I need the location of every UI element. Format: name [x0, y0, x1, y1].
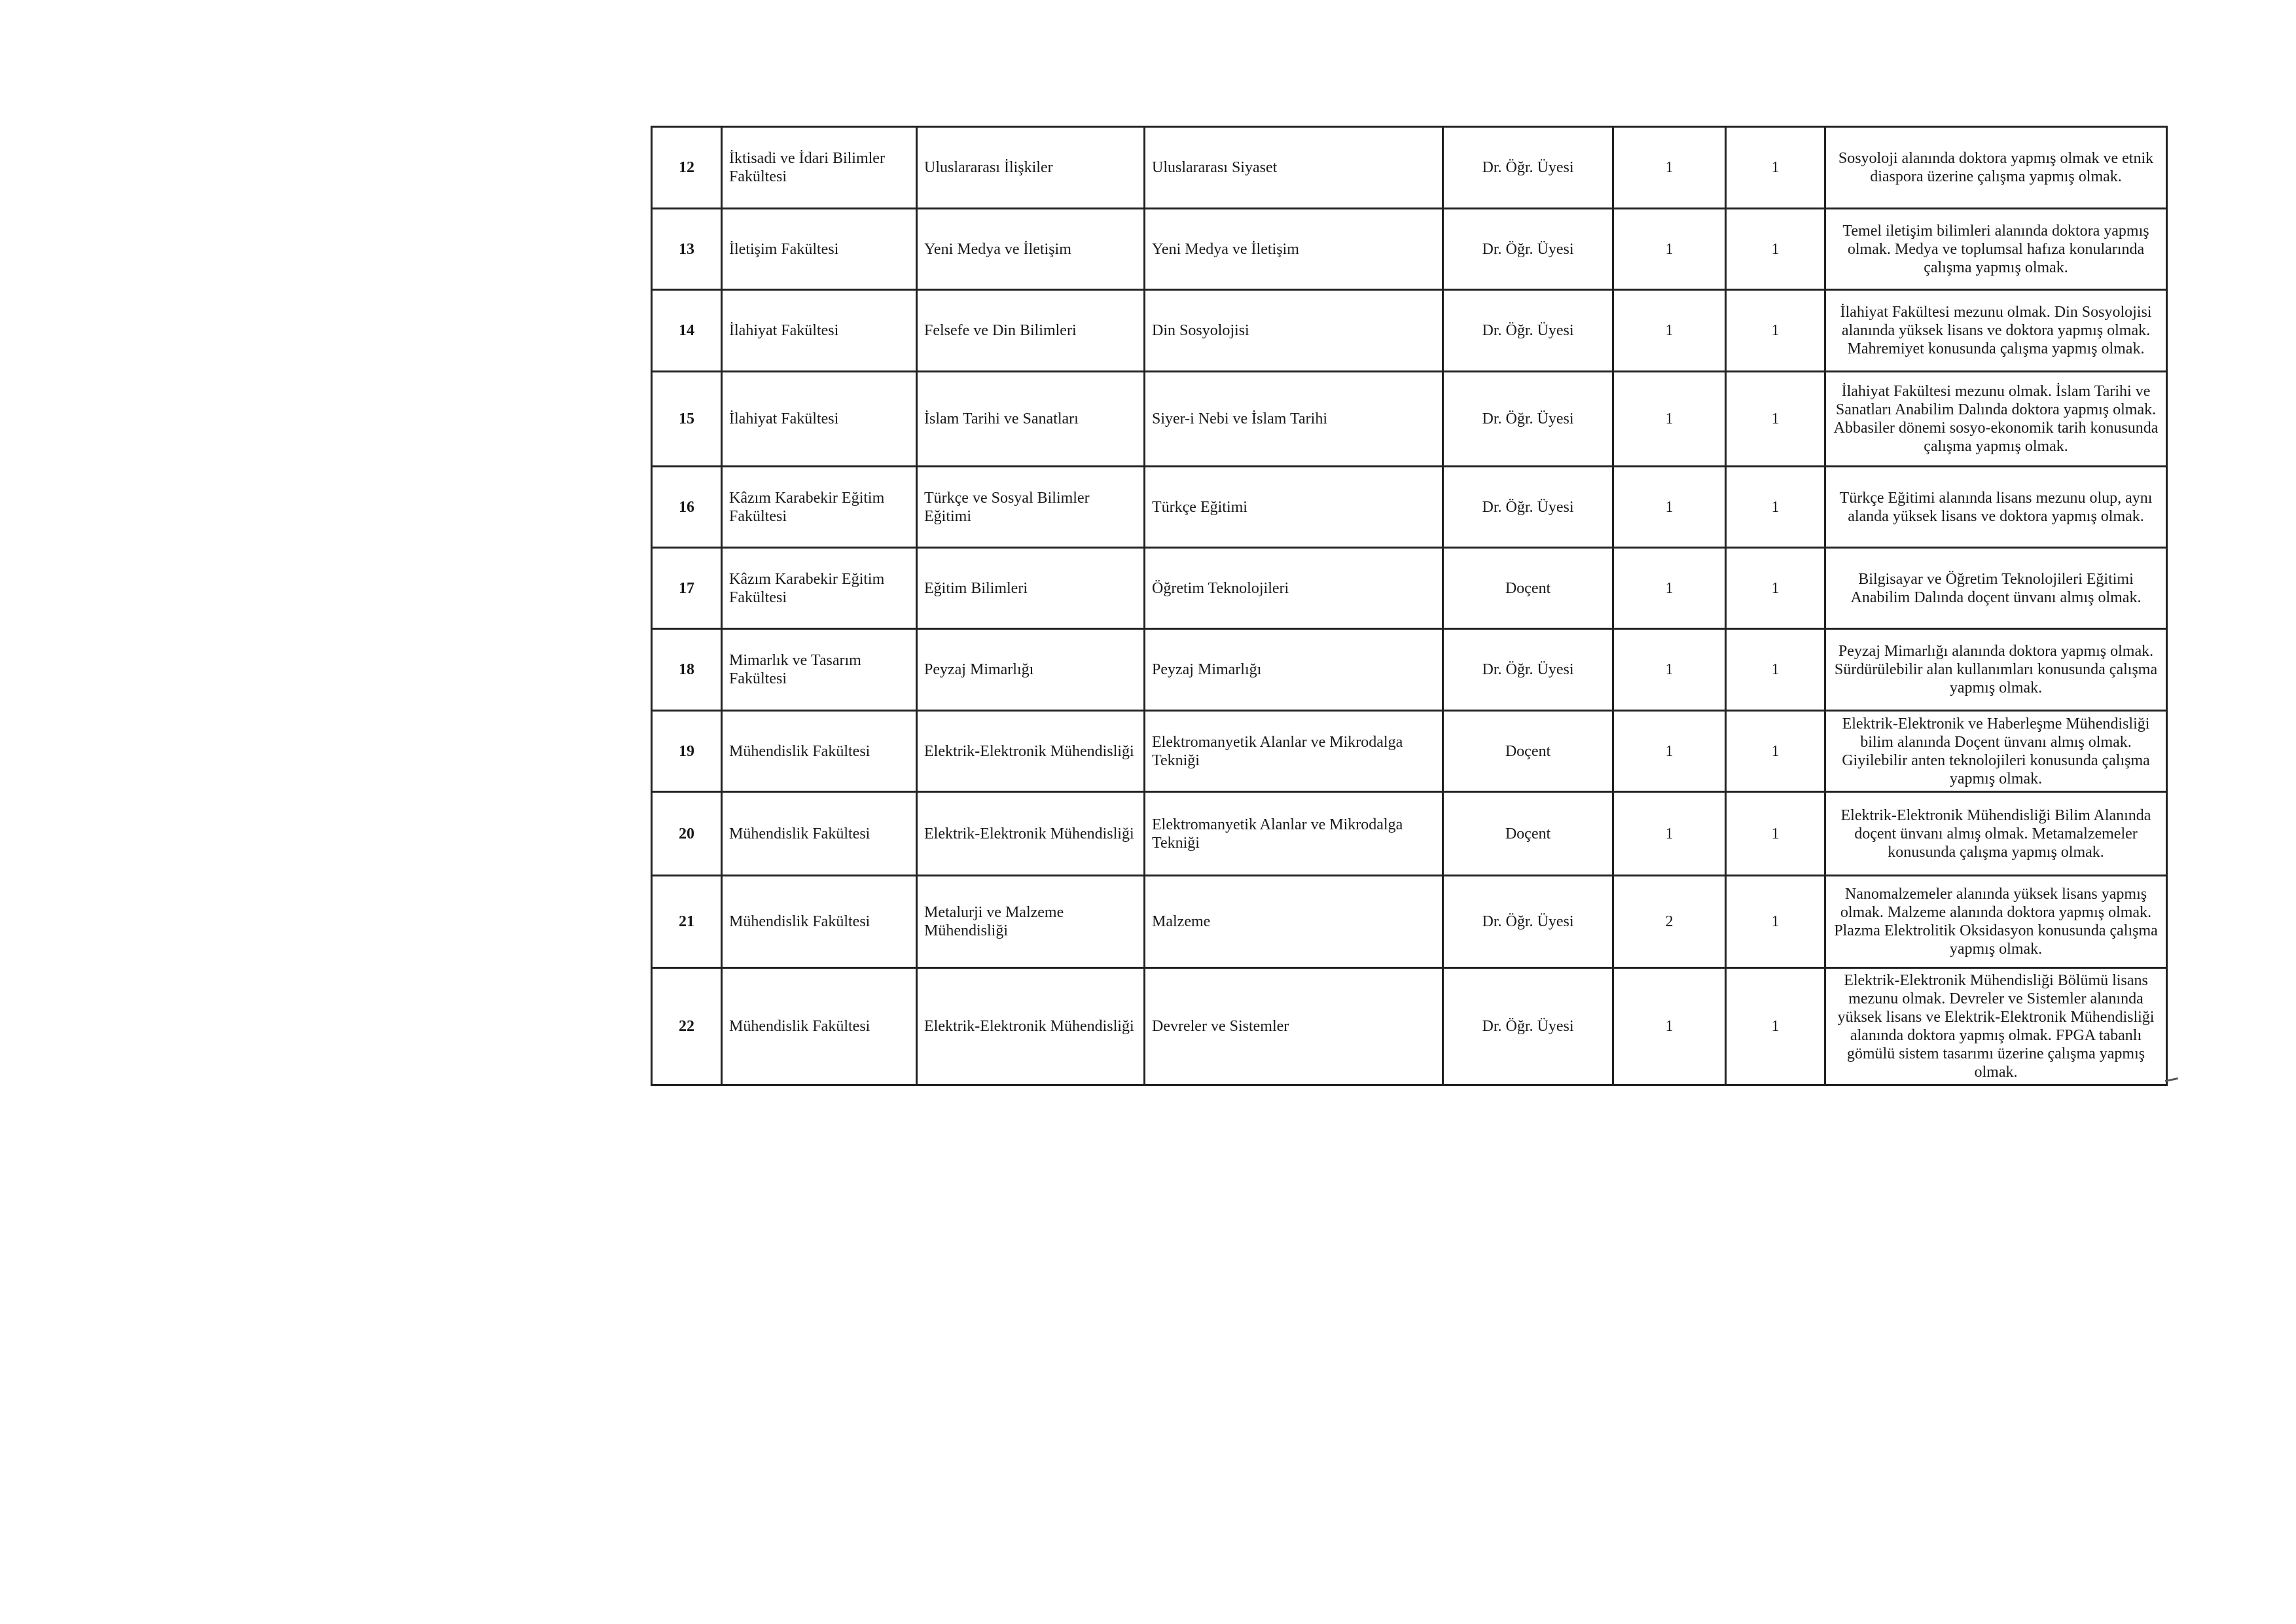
count-cell: 1 [1613, 290, 1726, 372]
table-row [652, 290, 2167, 372]
faculty-cell: Kâzım Karabekir Eğitim Fakültesi [722, 548, 917, 629]
requirement-cell: Türkçe Eğitimi alanında lisans mezunu olup, aynı alanda yüksek lisans ve doktora yapmış olmak. [1825, 467, 2167, 548]
area-cell: Türkçe Eğitimi [1145, 467, 1443, 548]
table-row [652, 467, 2167, 548]
requirement-cell: Bilgisayar ve Öğretim Teknolojileri Eğitimi Anabilim Dalında doçent ünvanı almış olmak. [1825, 548, 2167, 629]
area-cell: Malzeme [1145, 876, 1443, 968]
row-number: 18 [652, 629, 722, 711]
faculty-cell: İletişim Fakültesi [722, 209, 917, 290]
department-cell: Türkçe ve Sosyal Bilimler Eğitimi [917, 467, 1145, 548]
title-cell: Dr. Öğr. Üyesi [1443, 467, 1613, 548]
department-cell: Yeni Medya ve İletişim [917, 209, 1145, 290]
row-number: 21 [652, 876, 722, 968]
row-number: 20 [652, 792, 722, 876]
area-cell: Yeni Medya ve İletişim [1145, 209, 1443, 290]
title-cell: Doçent [1443, 711, 1613, 792]
count-cell: 1 [1613, 127, 1726, 209]
faculty-cell: İktisadi ve İdari Bilimler Fakültesi [722, 127, 917, 209]
area-cell: Öğretim Teknolojileri [1145, 548, 1443, 629]
count-cell: 1 [1613, 467, 1726, 548]
department-cell: Metalurji ve Malzeme Mühendisliği [917, 876, 1145, 968]
table-row [652, 372, 2167, 467]
count-cell: 1 [1613, 968, 1726, 1085]
count-cell: 1 [1726, 290, 1825, 372]
row-number: 15 [652, 372, 722, 467]
table-row [652, 209, 2167, 290]
faculty-cell: Mimarlık ve Tasarım Fakültesi [722, 629, 917, 711]
department-cell: Uluslararası İlişkiler [917, 127, 1145, 209]
requirement-cell: Peyzaj Mimarlığı alanında doktora yapmış olmak. Sürdürülebilir alan kullanımları konusunda çalışma yapmış olmak. [1825, 629, 2167, 711]
table-row [652, 629, 2167, 711]
count-cell: 1 [1726, 711, 1825, 792]
area-cell: Din Sosyolojisi [1145, 290, 1443, 372]
requirement-cell: Elektrik-Elektronik Mühendisliği Bilim Alanında doçent ünvanı almış olmak. Metamalzemeler konusunda çalışma yapmış olmak. [1825, 792, 2167, 876]
row-number: 16 [652, 467, 722, 548]
count-cell: 1 [1613, 209, 1726, 290]
faculty-cell: Kâzım Karabekir Eğitim Fakültesi [722, 467, 917, 548]
table-row [652, 876, 2167, 968]
table-row [652, 792, 2167, 876]
title-cell: Dr. Öğr. Üyesi [1443, 876, 1613, 968]
count-cell: 1 [1726, 372, 1825, 467]
table-row [652, 127, 2167, 209]
department-cell: Peyzaj Mimarlığı [917, 629, 1145, 711]
row-number: 22 [652, 968, 722, 1085]
faculty-cell: Mühendislik Fakültesi [722, 876, 917, 968]
row-number: 14 [652, 290, 722, 372]
title-cell: Dr. Öğr. Üyesi [1443, 290, 1613, 372]
title-cell: Dr. Öğr. Üyesi [1443, 629, 1613, 711]
title-cell: Dr. Öğr. Üyesi [1443, 209, 1613, 290]
row-number: 17 [652, 548, 722, 629]
row-number: 19 [652, 711, 722, 792]
department-cell: Elektrik-Elektronik Mühendisliği [917, 711, 1145, 792]
faculty-cell: Mühendislik Fakültesi [722, 792, 917, 876]
count-cell: 1 [1613, 792, 1726, 876]
requirement-cell: İlahiyat Fakültesi mezunu olmak. Din Sosyolojisi alanında yüksek lisans ve doktora yapmış olmak. Mahremiyet konusunda çalışma yapmış olmak. [1825, 290, 2167, 372]
department-cell: Eğitim Bilimleri [917, 548, 1145, 629]
area-cell: Elektromanyetik Alanlar ve Mikrodalga Tekniği [1145, 792, 1443, 876]
requirement-cell: Temel iletişim bilimleri alanında doktora yapmış olmak. Medya ve toplumsal hafıza konularında çalışma yapmış olmak. [1825, 209, 2167, 290]
requirement-cell: Elektrik-Elektronik ve Haberleşme Mühendisliği bilim alanında Doçent ünvanı almış olmak. Giyilebilir anten teknolojileri konusunda çalışma yapmış olmak. [1825, 711, 2167, 792]
faculty-cell: İlahiyat Fakültesi [722, 372, 917, 467]
title-cell: Dr. Öğr. Üyesi [1443, 372, 1613, 467]
row-number: 13 [652, 209, 722, 290]
count-cell: 1 [1726, 209, 1825, 290]
title-cell: Doçent [1443, 792, 1613, 876]
area-cell: Peyzaj Mimarlığı [1145, 629, 1443, 711]
count-cell: 1 [1613, 548, 1726, 629]
table-row [652, 711, 2167, 792]
requirement-cell: Elektrik-Elektronik Mühendisliği Bölümü lisans mezunu olmak. Devreler ve Sistemler alanında yüksek lisans ve Elektrik-Elektronik Mühendisliği alanında doktora yapmış olmak. FPGA tabanlı gömülü sistem tasarımı üzerine çalışma yapmış olmak. [1825, 968, 2167, 1085]
row-number: 12 [652, 127, 722, 209]
count-cell: 1 [1726, 548, 1825, 629]
faculty-cell: Mühendislik Fakültesi [722, 968, 917, 1085]
count-cell: 1 [1726, 792, 1825, 876]
area-cell: Siyer-i Nebi ve İslam Tarihi [1145, 372, 1443, 467]
count-cell: 1 [1613, 372, 1726, 467]
area-cell: Uluslararası Siyaset [1145, 127, 1443, 209]
area-cell: Devreler ve Sistemler [1145, 968, 1443, 1085]
title-cell: Dr. Öğr. Üyesi [1443, 127, 1613, 209]
department-cell: Elektrik-Elektronik Mühendisliği [917, 792, 1145, 876]
count-cell: 2 [1613, 876, 1726, 968]
table-row [652, 968, 2167, 1085]
area-cell: Elektromanyetik Alanlar ve Mikrodalga Tekniği [1145, 711, 1443, 792]
department-cell: Felsefe ve Din Bilimleri [917, 290, 1145, 372]
count-cell: 1 [1726, 467, 1825, 548]
requirement-cell: Nanomalzemeler alanında yüksek lisans yapmış olmak. Malzeme alanında doktora yapmış olmak. Plazma Elektrolitik Oksidasyon konusunda çalışma yapmış olmak. [1825, 876, 2167, 968]
requirement-cell: İlahiyat Fakültesi mezunu olmak. İslam Tarihi ve Sanatları Anabilim Dalında doktora yapmış olmak. Abbasiler dönemi sosyo-ekonomik tarih konusunda çalışma yapmış olmak. [1825, 372, 2167, 467]
count-cell: 1 [1726, 968, 1825, 1085]
title-cell: Doçent [1443, 548, 1613, 629]
faculty-cell: İlahiyat Fakültesi [722, 290, 917, 372]
count-cell: 1 [1613, 629, 1726, 711]
table-row [652, 548, 2167, 629]
title-cell: Dr. Öğr. Üyesi [1443, 968, 1613, 1085]
department-cell: İslam Tarihi ve Sanatları [917, 372, 1145, 467]
faculty-cell: Mühendislik Fakültesi [722, 711, 917, 792]
count-cell: 1 [1726, 629, 1825, 711]
department-cell: Elektrik-Elektronik Mühendisliği [917, 968, 1145, 1085]
requirement-cell: Sosyoloji alanında doktora yapmış olmak ve etnik diaspora üzerine çalışma yapmış olmak. [1825, 127, 2167, 209]
count-cell: 1 [1726, 876, 1825, 968]
position-table [651, 126, 2168, 1086]
count-cell: 1 [1613, 711, 1726, 792]
count-cell: 1 [1726, 127, 1825, 209]
